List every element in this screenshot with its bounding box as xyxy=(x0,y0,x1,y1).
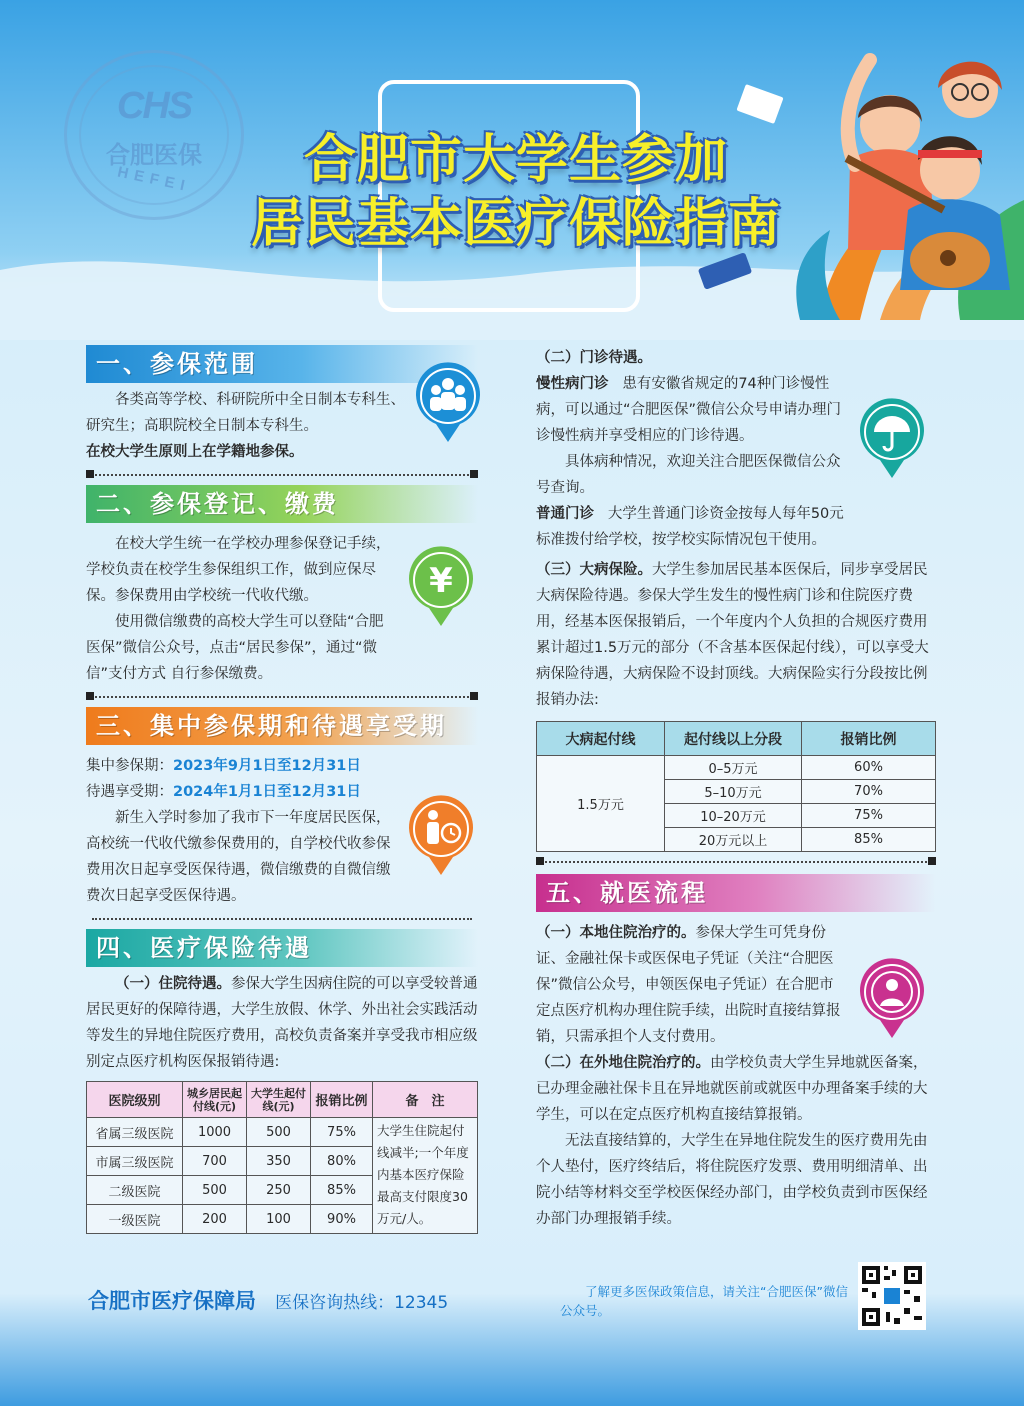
svg-text:¥: ¥ xyxy=(429,561,453,601)
inpatient-text: 参保大学生因病住院的可以享受较普通居民更好的保障待遇，大学生放假、休学、外出社会实践活动等发生的异地住院医疗费用，高校负责备案并享受我市相应级别定点医疗机构医保报销待遇: xyxy=(86,976,478,1070)
general-outpatient-paragraph xyxy=(536,501,844,553)
footer-org-name: 合肥市医疗保障局 xyxy=(88,1289,256,1313)
stamp-logo: CHS xyxy=(116,85,192,127)
critical-illness-table xyxy=(536,721,936,852)
benefit-period-value: 2024年1月1日至12月31日 xyxy=(173,784,361,800)
section-1-rule: 在校大学生原则上在学籍地参保。 xyxy=(86,444,304,460)
table-cell: 700 xyxy=(183,1147,247,1176)
remote-hospitalization-title: （二）在外地住院治疗的。 xyxy=(536,1055,710,1071)
people-icon xyxy=(414,362,482,444)
table-cell: 1.5万元 xyxy=(537,756,665,852)
table-cell: 二级医院 xyxy=(87,1176,183,1205)
divider xyxy=(536,854,936,870)
table-header: 备 注 xyxy=(373,1082,478,1118)
inpatient-reimbursement-table xyxy=(86,1081,478,1234)
section-3-para: 新生入学时参加了我市下一年度居民医保，高校统一代收代缴参保费用的，自学校代收参保费用次日起享受医保待遇，微信缴费的自微信缴费次日起享受医保待遇。 xyxy=(86,810,391,904)
chronic-outpatient-more: 具体病种情况，欢迎关注合肥医保微信公众号查询。 xyxy=(536,454,841,496)
table-cell: 80% xyxy=(311,1147,373,1176)
section-2-para-2: 使用微信缴费的高校大学生可以登陆“合肥医保”微信公众号，点击“居民参保”，通过“微信”支付方式 自行参保缴费。 xyxy=(86,614,384,682)
title-line-1: 合肥市大学生参加 xyxy=(303,130,728,190)
table-cell: 85% xyxy=(802,828,936,852)
critical-illness-text: 大学生参加居民基本医保后，同步享受居民大病保险待遇。参保大学生发生的慢性病门诊和住院医疗费用，经基本医保报销后，一个年度内个人负担的合规医疗费用累计超过1.5万元的部分（不含基本医保起付线），可以享受大病保险待遇，大病保险不设封顶线。大病保险实行分段按比例报销办法: xyxy=(536,562,929,708)
table-cell: 一级医院 xyxy=(87,1205,183,1234)
enrollment-period-label: 集中参保期： xyxy=(86,758,173,774)
table-cell: 500 xyxy=(183,1176,247,1205)
chronic-outpatient-text: 患有安徽省规定的74种门诊慢性病，可以通过“合肥医保”微信公众号申请办理门诊慢性病并享受相应的门诊待遇。 xyxy=(536,376,842,444)
enrollment-period xyxy=(86,753,392,779)
section-2-para-1: 在校大学生统一在学校办理参保登记手续，学校负责在校学生参保组织工作，做到应保尽保。参保费用由学校统一代收代缴。 xyxy=(86,536,391,604)
table-cell: 75% xyxy=(802,804,936,828)
table-cell: 5–10万元 xyxy=(665,780,802,804)
table-cell: 100 xyxy=(247,1205,311,1234)
outpatient-title: （二）门诊待遇。 xyxy=(536,350,652,366)
table-cell: 350 xyxy=(247,1147,311,1176)
table-cell: 75% xyxy=(311,1118,373,1147)
remote-hospitalization-text: 由学校负责大学生异地就医备案，已办理金融社保卡且在异地就医前或就医中办理备案手续的大学生，可以在定点医疗机构直接结算报销。 xyxy=(536,1055,928,1123)
table-header: 报销比例 xyxy=(802,722,936,756)
table-cell: 70% xyxy=(802,780,936,804)
general-outpatient-text: 大学生普通门诊资金按每人每年50元标准拨付给学校，按学校实际情况包干使用。 xyxy=(536,506,844,548)
stamp-name: 合肥医保 xyxy=(106,141,202,169)
table-cell: 20万元以上 xyxy=(665,828,802,852)
table-cell: 250 xyxy=(247,1176,311,1205)
divider xyxy=(86,689,478,705)
yen-icon xyxy=(407,546,475,628)
local-hospitalization-title: （一）本地住院治疗的。 xyxy=(536,925,696,941)
table-cell: 省属三级医院 xyxy=(87,1118,183,1147)
table-row xyxy=(87,1118,478,1147)
students-illustration xyxy=(680,30,1024,320)
table-cell: 10–20万元 xyxy=(665,804,802,828)
person-clock-icon xyxy=(407,795,475,877)
stamp-city: HEFEI xyxy=(115,163,193,196)
section-1-scope: 各类高等学校、科研院所中全日制本专科生、研究生；高职院校全日制本专科生。 xyxy=(86,392,405,434)
chronic-outpatient-paragraph xyxy=(536,371,844,449)
umbrella-icon xyxy=(858,398,926,480)
footer-hotline: 医保咨询热线：12345 xyxy=(275,1293,449,1313)
critical-illness-title: （三）大病保险。 xyxy=(536,562,652,578)
benefit-period-label: 待遇享受期： xyxy=(86,784,173,800)
table-header: 医院级别 xyxy=(87,1082,183,1118)
footer-follow-note: 了解更多医保政策信息，请关注“合肥医保”微信公众号。 xyxy=(560,1284,848,1318)
table-header: 起付线以上分段 xyxy=(665,722,802,756)
section-3-heading: 三、集中参保期和待遇享受期 xyxy=(86,707,478,745)
table-header: 报销比例 xyxy=(311,1082,373,1118)
table-cell: 市属三级医院 xyxy=(87,1147,183,1176)
table-cell: 85% xyxy=(311,1176,373,1205)
footer-organization xyxy=(88,1285,448,1315)
local-hospitalization-paragraph xyxy=(536,920,844,1050)
left-column xyxy=(86,345,478,1234)
title-line-2: 居民基本医疗保险指南 xyxy=(250,194,781,254)
remote-hospitalization-more: 无法直接结算的，大学生在异地住院发生的医疗费用先由个人垫付，医疗终结后，将住院医疗发票、费用明细清单、出院小结等材料交至学校医保经办部门，由学校负责到市医保经办部门办理报销手续。 xyxy=(536,1133,928,1227)
qr-code-icon[interactable] xyxy=(858,1262,926,1330)
table-cell: 200 xyxy=(183,1205,247,1234)
general-outpatient-label: 普通门诊 xyxy=(536,506,594,522)
table-cell: 90% xyxy=(311,1205,373,1234)
enrollment-period-value: 2023年9月1日至12月31日 xyxy=(173,758,361,774)
table-header: 大学生起付线(元) xyxy=(247,1082,311,1118)
hefei-medical-insurance-stamp xyxy=(64,50,244,220)
benefit-period xyxy=(86,779,392,805)
section-5-heading: 五、就医流程 xyxy=(536,874,936,912)
table-cell: 500 xyxy=(247,1118,311,1147)
doctor-icon xyxy=(858,958,926,1040)
divider xyxy=(86,911,478,927)
table-note: 大学生住院起付线减半;一个年度内基本医疗保险最高支付限度30万元/人。 xyxy=(373,1118,478,1234)
section-1-heading: 一、参保范围 xyxy=(86,345,478,383)
critical-illness-paragraph xyxy=(536,557,936,713)
remote-hospitalization-paragraph xyxy=(536,1050,936,1128)
section-4-heading: 四、医疗保险待遇 xyxy=(86,929,478,967)
divider xyxy=(86,467,478,483)
local-hospitalization-text: 参保大学生可凭身份证、金融社保卡或医保电子凭证（关注“合肥医保”微信公众号，申领医保电子凭证）在合肥市定点医疗机构办理住院手续，出院时直接结算报销，只需承担个人支付费用。 xyxy=(536,925,841,1045)
table-cell: 0–5万元 xyxy=(665,756,802,780)
inpatient-paragraph xyxy=(86,971,478,1075)
table-cell: 60% xyxy=(802,756,936,780)
chronic-outpatient-label: 慢性病门诊 xyxy=(536,376,609,392)
table-cell: 1000 xyxy=(183,1118,247,1147)
table-row xyxy=(537,756,936,780)
table-header: 大病起付线 xyxy=(537,722,665,756)
inpatient-title: （一）住院待遇。 xyxy=(115,976,231,992)
table-header: 城乡居民起付线(元) xyxy=(183,1082,247,1118)
section-2-heading: 二、参保登记、缴费 xyxy=(86,485,478,523)
